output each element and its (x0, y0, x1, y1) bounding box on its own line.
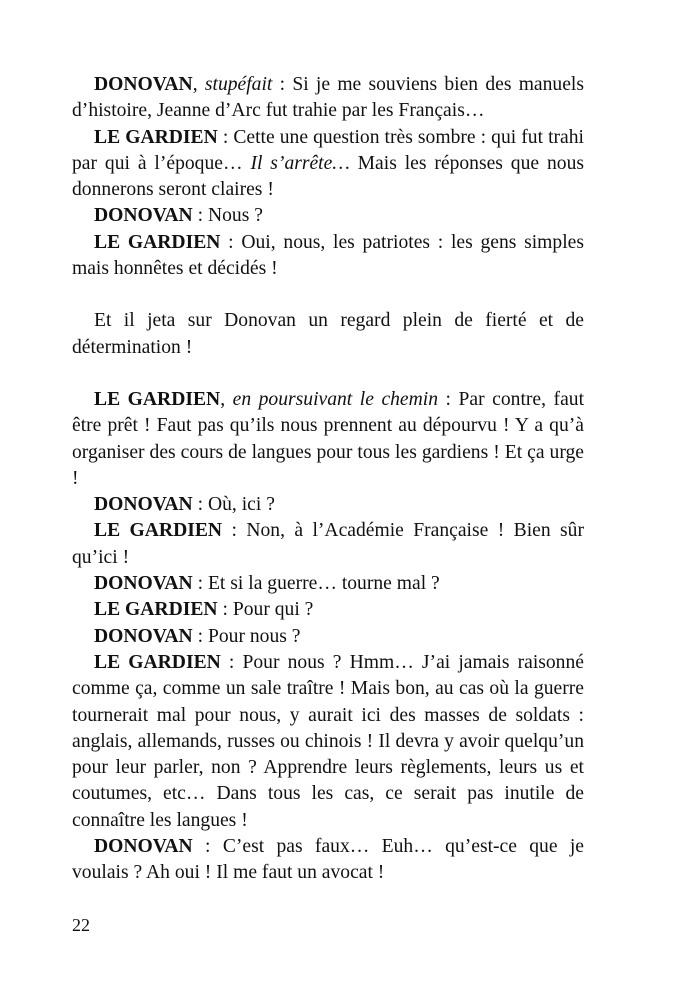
dialogue-text: Si je me souviens bien des manuels d’histoire, Jeanne d’Arc fut trahie par les Français… (72, 74, 584, 122)
dialogue-line: LE GARDIEN, en poursuivant le chemin : Par contre, faut être prêt ! Faut pas qu’ils nous prennent au dépourvu ! Y a qu’à organiser des cours de langues pour tous les gardiens ! Et ça urge ! (72, 388, 585, 489)
dialogue-line: LE GARDIEN : Non, à l’Académie Française ! Bien sûr qu’ici ! (72, 520, 584, 568)
dialogue-line: LE GARDIEN : Pour qui ? (94, 599, 314, 621)
dialogue-text: Pour qui ? (232, 599, 314, 621)
dialogue-text: Où, ici ? (207, 494, 275, 516)
speaker-name: LE GARDIEN (94, 126, 218, 148)
page-body (72, 72, 584, 887)
speaker-name: DONOVAN (94, 625, 193, 647)
dialogue-line: LE GARDIEN : Pour nous ? Hmm… J’ai jamais raisonné comme ça, comme un sale traître ! Mais bon, au cas où la guerre tournerait mal pour nous, y aurait ici des masses de soldats : anglais, allemands, russes ou chinois ! Il devra y avoir quelqu’un pour leur parler, non ? Apprendre leurs règlements, leurs us et coutumes, etc… Dans tous les cas, ce serait pas inutile de connaître les langues ! (72, 651, 584, 831)
dialogue-text: C’est pas faux… Euh… qu’est-ce que je voulais ? Ah oui ! Il me faut un avocat ! (72, 836, 584, 884)
stage-direction: stupéfait (204, 74, 273, 95)
dialogue-text: Oui, nous, les patriotes : les gens simples mais honnêtes et décidés ! (72, 231, 584, 280)
dialogue-text: Nous ? (207, 205, 263, 227)
speaker-name: DONOVAN (94, 74, 193, 95)
speaker-name: DONOVAN (94, 494, 193, 516)
dialogue-text: Par contre, faut être prêt ! Faut pas qu’ils nous prennent au dépourvu ! Y a qu’à organiser des cours de langues pour tous les gardiens ! Et ça urge ! (72, 388, 585, 489)
dialogue-text: Pour nous ? Hmm… J’ai jamais raisonné comme ça, comme un sale traître ! Mais bon, au cas où la guerre tournerait mal pour nous, y aurait ici des masses de soldats : anglais, allemands, russes ou chinois ! Il devra y avoir quelqu’un pour leur parler, non ? Apprendre leurs règlements, leurs us et coutumes, etc… Dans tous les cas, ce serait pas inutile de connaître les langues ! (72, 651, 584, 831)
dialogue-text: Cette une question très sombre : qui fut trahi par qui à l’époque… (72, 126, 584, 174)
speaker-name: LE GARDIEN (94, 599, 218, 621)
page-number: 22 (72, 915, 90, 935)
speaker-name: LE GARDIEN (94, 651, 221, 673)
speaker-name: DONOVAN (94, 836, 193, 858)
dialogue-line: DONOVAN, stupéfait : Si je me souviens bien des manuels d’histoire, Jeanne d’Arc fut trahie par les Français… (72, 74, 584, 122)
dialogue-text: Mais les réponses que nous donnerons seront claires ! (72, 152, 584, 201)
dialogue-line: DONOVAN : Pour nous ? (94, 625, 301, 647)
dialogue-text: Pour nous ? (207, 625, 301, 647)
speaker-name: LE GARDIEN (94, 520, 223, 542)
narration: Et il jeta sur Donovan un regard plein de fierté et de détermination ! (72, 310, 584, 358)
stage-direction: en poursuivant le chemin (232, 388, 439, 410)
dialogue-line: LE GARDIEN : Oui, nous, les patriotes : les gens simples mais honnêtes et décidés ! (72, 231, 584, 280)
dialogue-line: DONOVAN : C’est pas faux… Euh… qu’est-ce que je voulais ? Ah oui ! Il me faut un avocat ! (72, 836, 584, 884)
dialogue-line: DONOVAN : Nous ? (94, 205, 263, 227)
dialogue-line: DONOVAN : Et si la guerre… tourne mal ? (94, 573, 440, 595)
speaker-name: DONOVAN (94, 205, 193, 227)
stage-direction: Il s’arrête… (250, 152, 350, 174)
speaker-name: LE GARDIEN (94, 231, 221, 253)
dialogue-text: Non, à l’Académie Française ! Bien sûr qu’ici ! (72, 520, 584, 568)
dialogue-line: LE GARDIEN : Cette une question très sombre : qui fut trahi par qui à l’époque… Il s’arrête… Mais les réponses que nous donnerons seront claires ! (72, 126, 584, 201)
dialogue-text: Et si la guerre… tourne mal ? (207, 573, 440, 595)
dialogue-line: DONOVAN : Où, ici ? (94, 494, 275, 516)
speaker-name: DONOVAN (94, 573, 193, 595)
speaker-name: LE GARDIEN (94, 388, 221, 410)
